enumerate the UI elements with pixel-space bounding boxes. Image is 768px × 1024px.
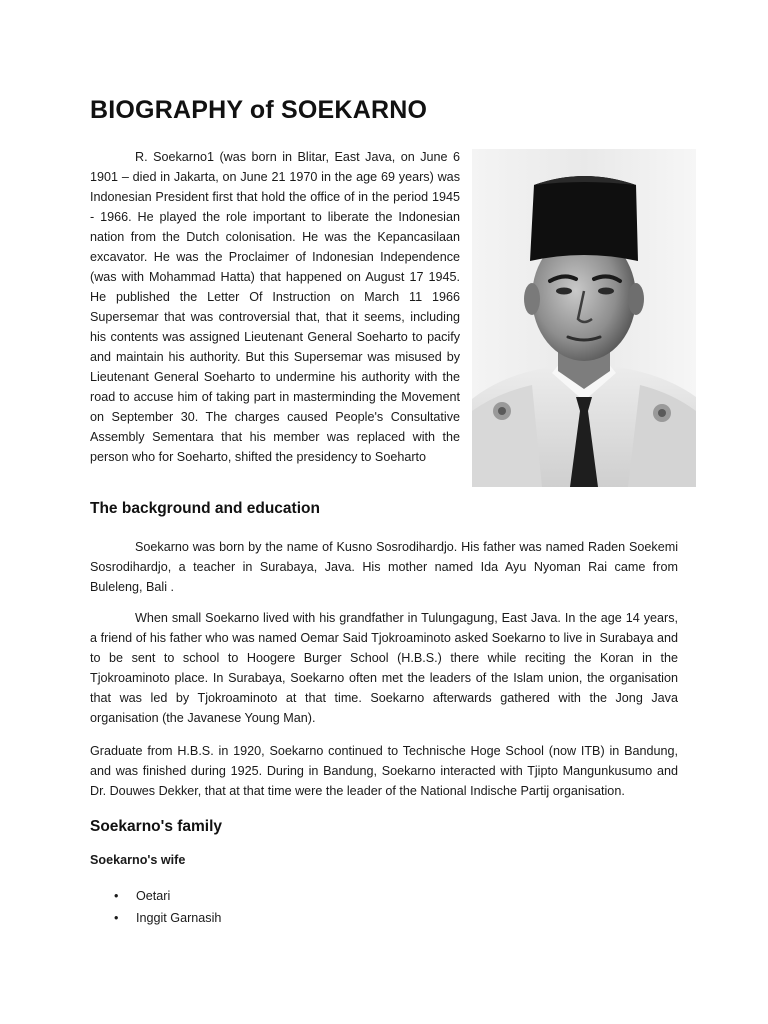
list-item xyxy=(90,907,221,929)
bullet-icon: • xyxy=(114,911,119,925)
intro-paragraph: R. Soekarno1 (was born in Blitar, East Java, on June 6 1901 – died in Jakarta, on June 21 1970 in the age 69 years) was Indonesian President first that hold the office of in the period 1945 - 1966. He played the role important to liberate the Indonesian nation from the Dutch colonisation. He was the Kepancasilaan excavator. He was the Proclaimer of Indonesian Independence (was with Mohammad Hatta) that happened on August 17 1945. He published the Letter Of Instruction on March 11 1966 Supersemar that was controversial that, that it seems, including his contents was assigned Lieutenant General Soeharto to pacify and maintain his authority. But this Supersemar was misused by Lieutenant General Soeharto to undermine his authority with the road to accuse him of taking part in masterminding the Movement on September 30. The charges caused People's Consultative Assembly Sementara that his member was replaced with the person who for Soeharto, shifted the presidency to Soeharto xyxy=(90,150,460,464)
wife-list xyxy=(90,885,221,929)
list-item-label: Inggit Garnasih xyxy=(136,911,222,925)
list-item xyxy=(90,885,221,907)
family-heading: Soekarno's family xyxy=(90,818,223,835)
bullet-icon: • xyxy=(114,889,119,903)
background-paragraph-2: When small Soekarno lived with his grandfather in Tulungagung, East Java. In the age 14 years, a friend of his father who was named Oemar Said Tjokroaminoto asked Soekarno to live in Surabaya and to be sent to school to Hoogere Burger School (H.B.S.) there while reciting the Koran in the Tjokroaminoto place. In Surabaya, Soekarno often met the leaders of the Islam union, the organisation that was led by Tjokroaminoto at that time. Soekarno afterwards gathered with the Jong Java organisation (the Javanese Young Man). xyxy=(90,611,678,725)
page-title: BIOGRAPHY of SOEKARNO xyxy=(90,96,428,124)
wife-subheading: Soekarno's wife xyxy=(90,853,186,867)
background-paragraph-1: Soekarno was born by the name of Kusno Sosrodihardjo. His father was named Raden Soekemi Sosrodihardjo, a teacher in Surabaya, Java. His mother named Ida Ayu Nyoman Rai came from Buleleng, Bali . xyxy=(90,540,678,594)
portrait-photo xyxy=(472,149,696,487)
background-paragraph-3: Graduate from H.B.S. in 1920, Soekarno continued to Technische Hoge School (now ITB) in Bandung, and was finished during 1925. During in Bandung, Soekarno interacted with Tjipto Mangunkusumo and Dr. Douwes Dekker, that at that time were the leader of the National Indische Partij organisation. xyxy=(90,744,678,798)
background-heading: The background and education xyxy=(90,500,320,517)
list-item-label: Oetari xyxy=(136,889,171,903)
